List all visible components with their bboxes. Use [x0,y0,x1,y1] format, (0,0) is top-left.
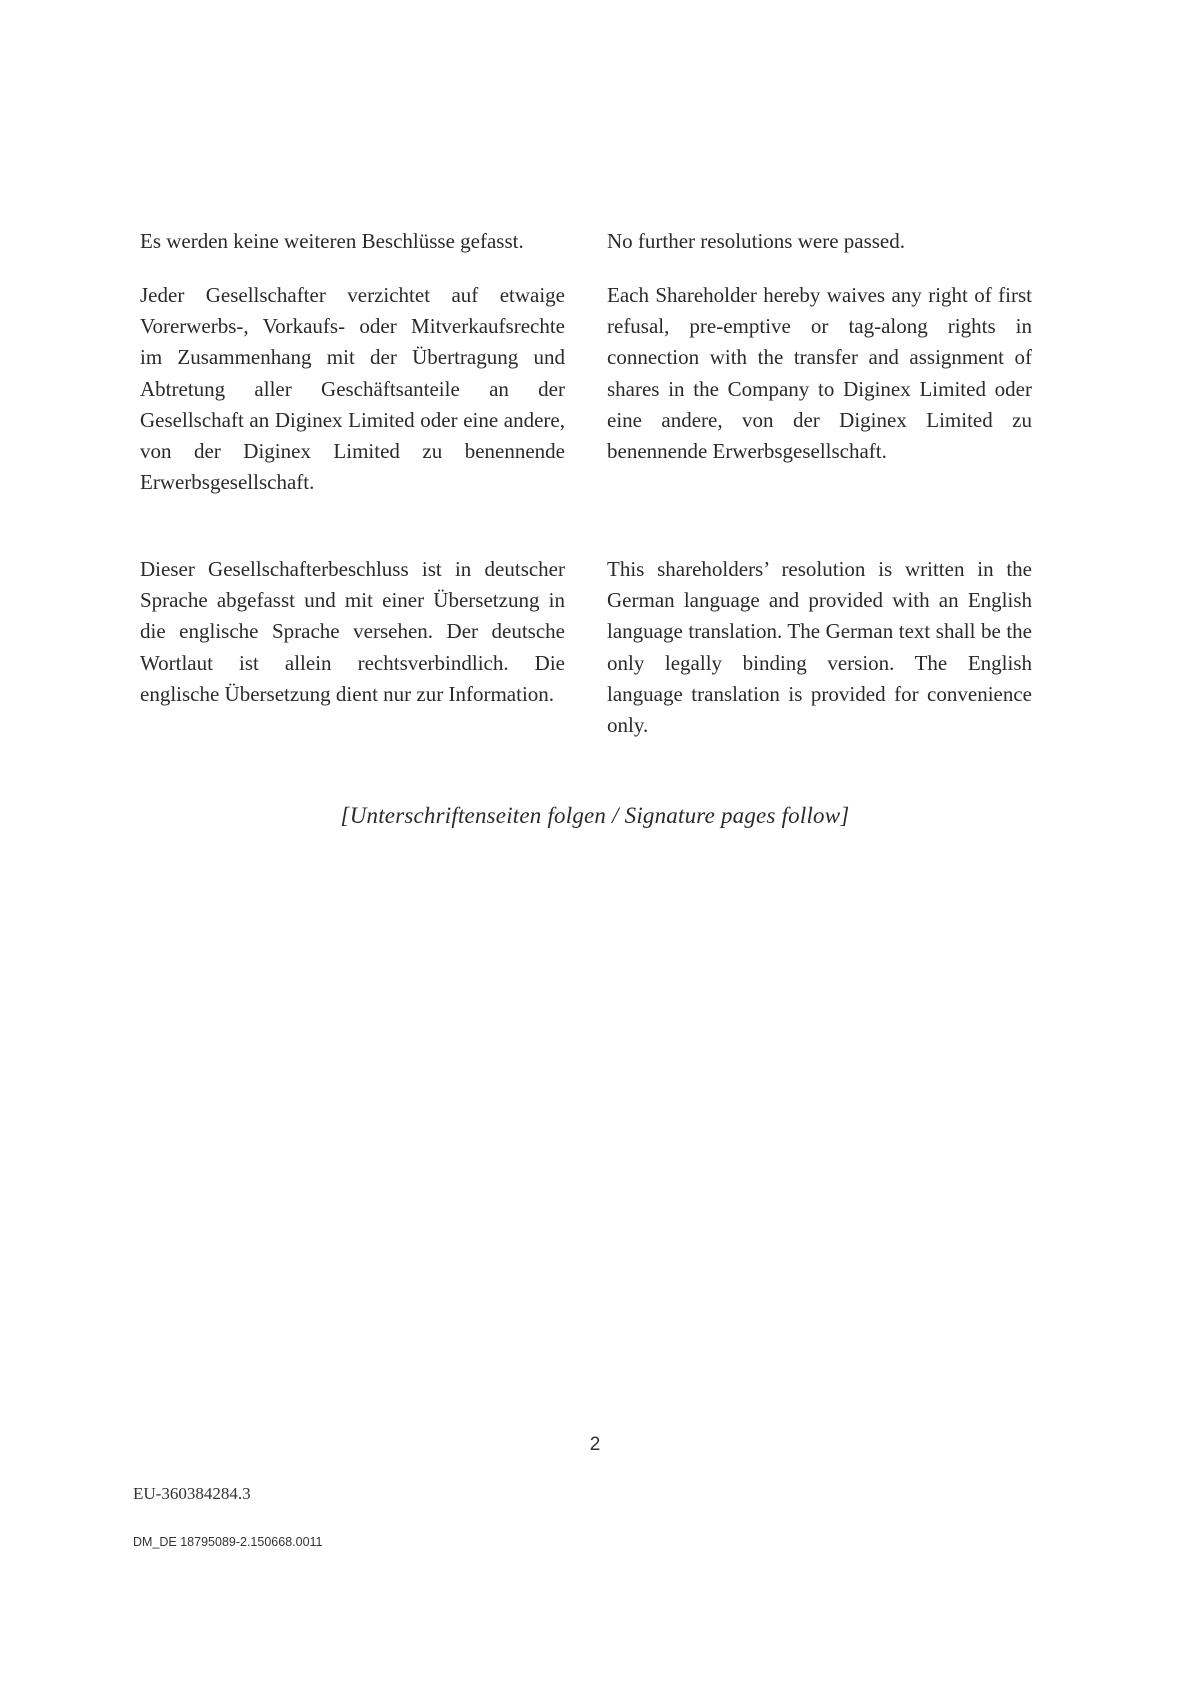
page-number: 2 [589,1434,601,1455]
english-paragraph-1-block [607,226,1032,257]
english-paragraph-1: No further resolutions were passed. [607,229,905,253]
german-paragraph-1: Es werden keine weiteren Beschlüsse gefasst. [140,229,524,253]
german-paragraph-3: Dieser Gesellschafterbeschluss ist in deutscher Sprache abgefasst und mit einer Übersetzung in die englische Sprache versehen. Der deutsche Wortlaut ist allein rechtsverbindlich. Die englische Übersetzung dient nur zur Information. [140,557,565,706]
german-paragraph-1-block [140,226,565,257]
signature-pages-note: [Unterschriftenseiten folgen / Signature pages follow] [340,803,850,828]
dm-reference-id: DM_DE 18795089-2.150668.0011 [133,1535,323,1549]
document-reference-id: EU-360384284.3 [133,1484,251,1503]
english-paragraph-3: This shareholders’ resolution is written in the German language and provided with an English language translation. The German text shall be the only legally binding version. The English language translation is provided for convenience only. [607,557,1032,738]
german-paragraph-3-block [140,554,565,710]
german-paragraph-2: Jeder Gesellschafter verzichtet auf etwaige Vorerwerbs-, Vorkaufs- oder Mitverkaufsrechte im Zusammenhang mit der Übertragung und Abtretung aller Geschäftsanteile an der Gesellschaft an Diginex Limited oder eine andere, von der Diginex Limited zu benennende Erwerbsgesellschaft. [140,283,565,495]
german-paragraph-2-block [140,280,565,498]
english-paragraph-2-block [607,280,1032,467]
english-paragraph-2: Each Shareholder hereby waives any right of first refusal, pre-emptive or tag-along rights in connection with the transfer and assignment of shares in the Company to Diginex Limited oder eine andere, von der Diginex Limited zu benennende Erwerbsgesellschaft. [607,283,1032,464]
english-paragraph-3-block [607,554,1032,741]
